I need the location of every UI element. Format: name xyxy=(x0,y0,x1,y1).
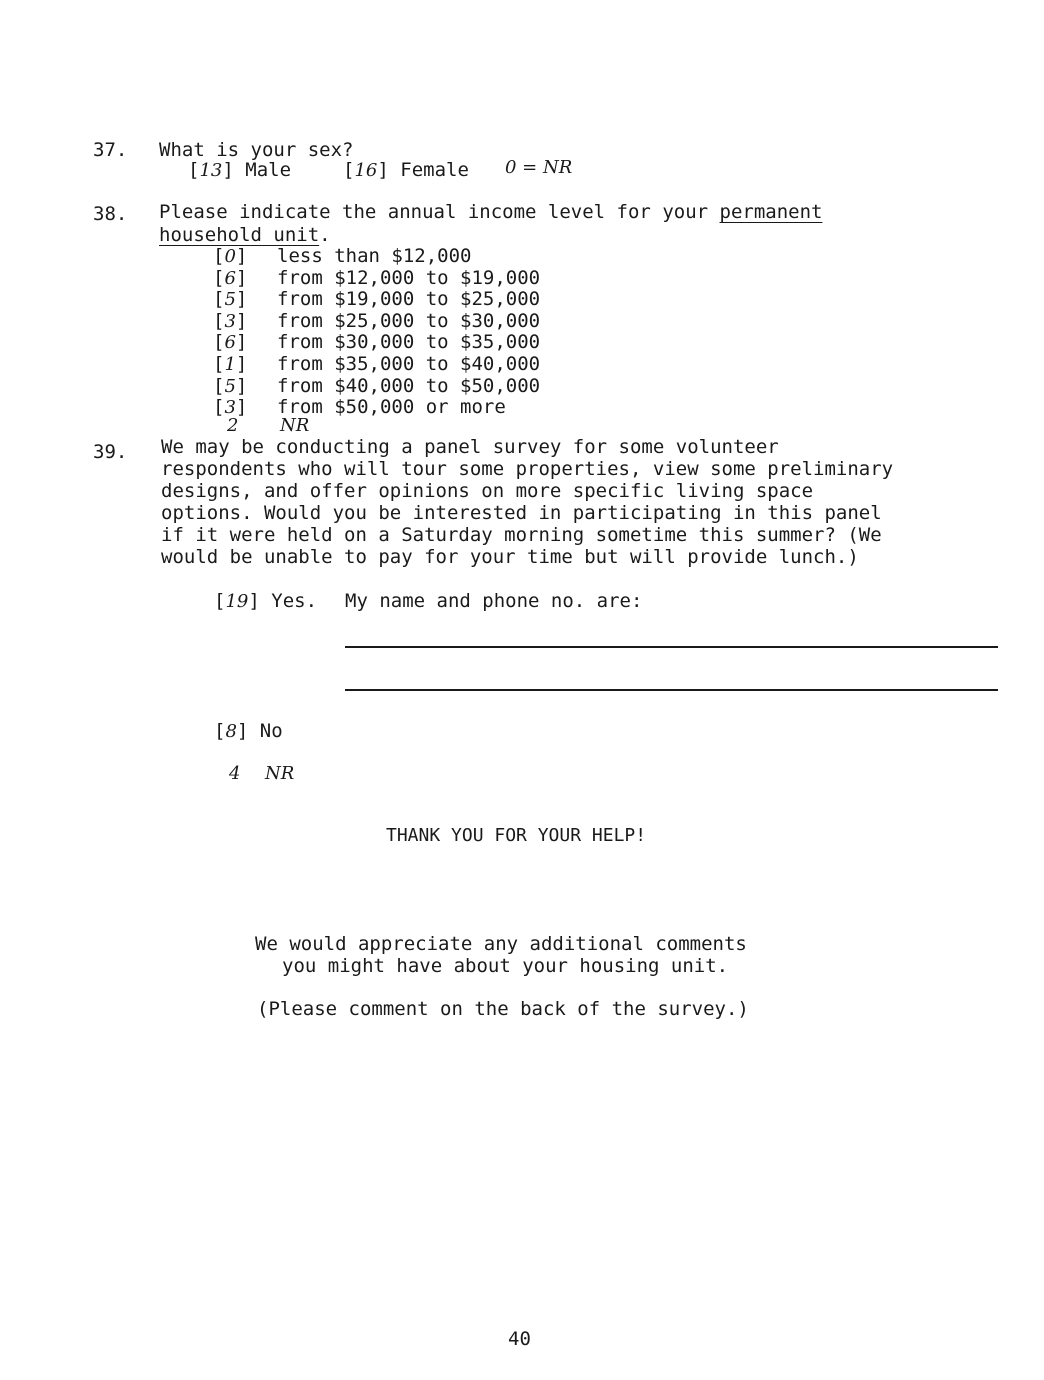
q38-end: . xyxy=(319,224,331,246)
q39-line-4: options. Would you be interested in participating in this panel xyxy=(161,502,882,524)
q37-female-count: 16 xyxy=(354,160,378,181)
income-option-bracket: [3] xyxy=(213,309,248,332)
income-option xyxy=(213,310,540,332)
income-option xyxy=(213,245,471,267)
question-37-text: What is your sex? xyxy=(159,139,354,161)
question-38-number: 38. xyxy=(93,203,128,225)
income-option-label: less than $12,000 xyxy=(277,245,472,267)
q39-line-6: would be unable to pay for your time but will provide lunch.) xyxy=(161,546,859,568)
name-phone-line-2 xyxy=(345,689,998,691)
income-option-bracket: [0] xyxy=(213,245,248,267)
q39-no-count: 8 xyxy=(225,721,237,742)
income-option-label: from $12,000 to $19,000 xyxy=(277,266,541,289)
income-option-count: 3 xyxy=(224,310,236,332)
q37-female-option: [16] Female xyxy=(343,159,469,181)
q39-line-5: if it were held on a Saturday morning sometime this summer? (We xyxy=(161,524,882,546)
name-phone-line-1 xyxy=(345,646,998,648)
page-number: 40 xyxy=(508,1328,531,1350)
income-option-bracket: [1] xyxy=(213,353,248,375)
question-38-line-1 xyxy=(159,201,822,223)
question-37-number: 37. xyxy=(93,139,128,161)
income-option-count: 5 xyxy=(224,289,236,311)
income-option-label: from $50,000 or more xyxy=(277,396,506,419)
q39-no-option: [8] No xyxy=(214,720,283,742)
question-39-number: 39. xyxy=(93,441,128,463)
income-option xyxy=(213,288,540,310)
q38-underlined-household: household unit xyxy=(159,224,320,246)
q39-yes-option: [19] Yes. xyxy=(214,590,318,612)
comments-line-1: We would appreciate any additional comments xyxy=(255,933,747,955)
income-option-bracket: [5] xyxy=(213,288,248,311)
thank-you-heading: THANK YOU FOR YOUR HELP! xyxy=(386,825,647,846)
q39-line-2: respondents who will tour some properties, view some preliminary xyxy=(161,458,894,480)
q38-prefix: Please indicate the annual income level for your xyxy=(159,201,720,223)
q37-nr-note: 0 = NR xyxy=(505,157,573,178)
q39-nr-label: NR xyxy=(265,763,295,784)
income-option-count: 5 xyxy=(224,375,236,397)
income-option-bracket: [6] xyxy=(213,331,248,354)
q39-line-1: We may be conducting a panel survey for some volunteer xyxy=(161,436,779,458)
q37-male-count: 13 xyxy=(199,160,223,181)
income-option xyxy=(213,375,540,397)
income-option xyxy=(213,331,540,353)
q39-nr-count: 4 xyxy=(229,763,241,784)
q39-name-phone-label: My name and phone no. are: xyxy=(345,590,643,612)
income-option-bracket: [3] xyxy=(213,396,248,419)
q39-no-label: No xyxy=(259,720,283,742)
income-option xyxy=(213,396,506,418)
income-option-bracket: [5] xyxy=(213,374,248,397)
q39-line-3: designs, and offer opinions on more specific living space xyxy=(161,480,814,502)
income-option xyxy=(213,267,540,289)
q39-yes-count: 19 xyxy=(225,591,249,612)
income-option-bracket: [6] xyxy=(213,266,248,289)
question-38-line-2 xyxy=(159,224,331,246)
income-option-label: from $40,000 to $50,000 xyxy=(277,374,541,397)
income-option-count: 6 xyxy=(224,332,236,354)
back-of-survey-note: (Please comment on the back of the survey.) xyxy=(257,998,749,1020)
q38-underlined-permanent: permanent xyxy=(719,201,823,223)
income-option-label: from $19,000 to $25,000 xyxy=(277,288,541,311)
income-option-count: 6 xyxy=(224,267,236,289)
q38-nr-label: NR xyxy=(280,415,310,436)
q38-nr-count: 2 xyxy=(227,415,239,436)
income-option-count: 1 xyxy=(224,354,236,375)
income-option-label: from $35,000 to $40,000 xyxy=(277,353,541,375)
q37-male-label: Male xyxy=(245,159,292,181)
q37-male-option: [13] Male xyxy=(188,159,292,181)
q39-yes-label: Yes. xyxy=(271,590,318,612)
income-option-count: 3 xyxy=(224,397,236,419)
income-option-count: 0 xyxy=(224,246,236,267)
comments-line-2: you might have about your housing unit. xyxy=(282,955,729,977)
q37-female-label: Female xyxy=(400,159,469,181)
income-option xyxy=(213,353,540,375)
income-option-label: from $25,000 to $30,000 xyxy=(277,309,541,332)
income-option-label: from $30,000 to $35,000 xyxy=(277,331,541,354)
